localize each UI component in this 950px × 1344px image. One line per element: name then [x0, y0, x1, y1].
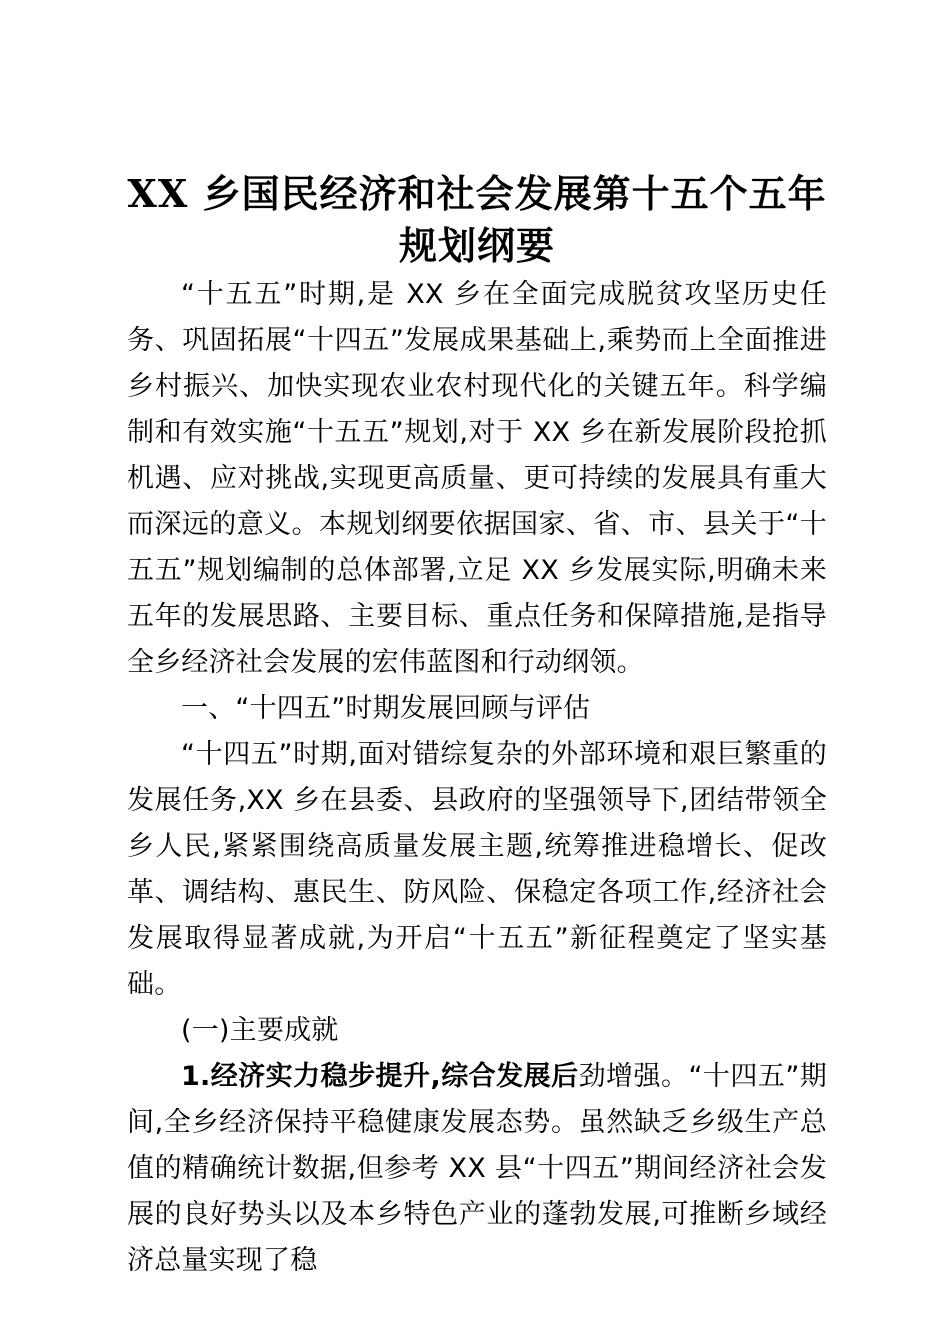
achievement-paragraph	[127, 1054, 827, 1284]
subsection-heading: (一)主要成就	[181, 1015, 339, 1046]
section-heading: 一、“十四五”时期发展回顾与评估	[181, 693, 591, 724]
document-body	[127, 168, 827, 1284]
intro-paragraph: “十五五”时期,是 XX 乡在全面完成脱贫攻坚历史任务、巩固拓展“十四五”发展成果基础上,乘势而上全面推进乡村振兴、加快实现农业农村现代化的关键五年。科学编制和有效实施“十五五”规划,对于 XX 乡在新发展阶段抢抓机遇、应对挑战,实现更高质量、更可持续的发展具有重大而深远的意义。本规划纲要依据国家、省、市、县关于“十五五”规划编制的总体部署,立足 XX 乡发展实际,明确未来五年的发展思路、主要目标、重点任务和保障措施,是指导全乡经济社会发展的宏伟蓝图和行动纲领。	[127, 279, 827, 678]
section-paragraph: “十四五”时期,面对错综复杂的外部环境和艰巨繁重的发展任务,XX 乡在县委、县政府的坚强领导下,团结带领全乡人民,紧紧围绕高质量发展主题,统筹推进稳增长、促改革、调结构、惠民生、防风险、保稳定各项工作,经济社会发展取得显著成就,为开启“十五五”新征程奠定了坚实基础。	[127, 739, 827, 1000]
achievement-item-text: 劲增强。“十四五”期间,全乡经济保持平稳健康发展态势。虽然缺乏乡级生产总值的精确统计数据,但参考 XX 县“十四五”期间经济社会发展的良好势头以及本乡特色产业的蓬勃发展,可推断乡域经济总量实现了稳	[127, 1061, 827, 1276]
achievement-item-heading: 1.经济实力稳步提升,综合发展后	[181, 1061, 579, 1092]
document-title: XX 乡国民经济和社会发展第十五个五年规划纲要	[127, 171, 827, 268]
